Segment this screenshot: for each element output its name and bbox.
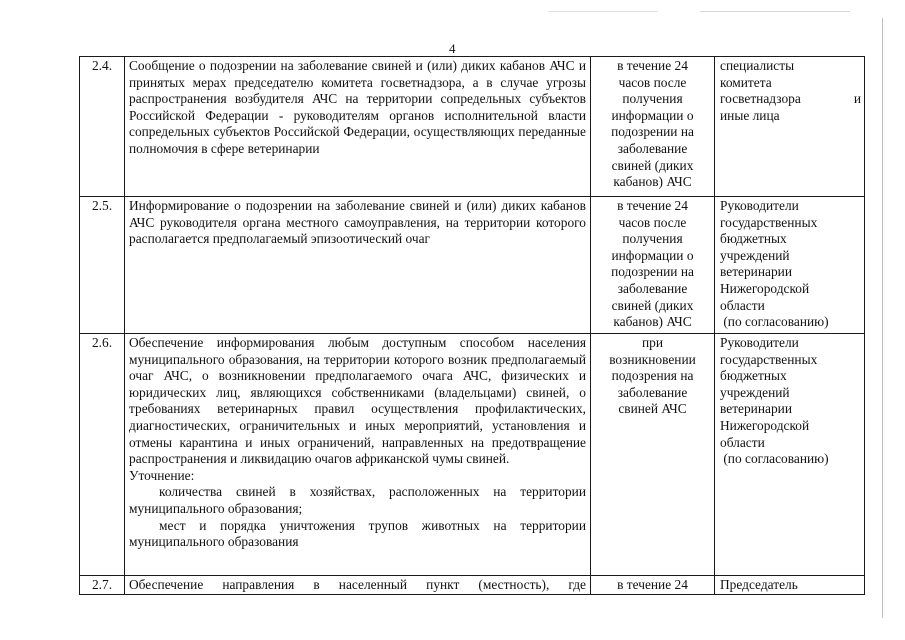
table-row bbox=[80, 197, 865, 334]
scan-artifact-line bbox=[700, 11, 850, 12]
deadline-line: кабанов) АЧС bbox=[613, 314, 692, 330]
deadline-line: заболевание bbox=[617, 280, 688, 296]
measures-table bbox=[79, 56, 865, 595]
responsible-line: области bbox=[720, 434, 765, 450]
responsible-line: Председатель bbox=[720, 577, 798, 592]
responsible-cell bbox=[715, 334, 865, 576]
deadline-line: подозрении на bbox=[611, 124, 694, 140]
deadline-line: свиней (диких bbox=[611, 297, 694, 313]
responsible-line: (по согласованию) bbox=[720, 314, 829, 330]
row-number: 2.6. bbox=[80, 334, 125, 576]
deadline-line: информации о bbox=[611, 247, 694, 263]
responsible-line: специалисты bbox=[720, 58, 795, 73]
deadline-line: при bbox=[641, 335, 664, 350]
measure-description bbox=[125, 57, 591, 197]
responsible-line: бюджетных bbox=[720, 231, 787, 247]
responsible-line: ветеринарии bbox=[720, 401, 792, 417]
responsible-line: учреждений bbox=[720, 247, 790, 263]
deadline-line: заболевание bbox=[617, 384, 688, 400]
responsible-line: государственных bbox=[720, 214, 818, 230]
measure-text: Информирование о подозрении на заболевание свиней и (или) диких кабанов АЧС руководителя органа местного самоуправления, на территории которого располагается предполагаемый эпизоотический очаг bbox=[129, 198, 586, 247]
deadline-cell bbox=[591, 57, 715, 197]
deadline-line: в течение 24 bbox=[617, 198, 688, 213]
responsible-line: комитета bbox=[720, 74, 772, 90]
measure-text: Обеспечение информирования любым доступным способом населения муниципального образования, на территории которого возник предполагаемый очаг АЧС, о возникновении предполагаемого очага АЧС, физических и юридических лиц, являющихся собственниками (владельцами) свиней, о требованиях ветеринарных правил осуществления профилактических, диагностических, ограничительных и иных мероприятий, установления и отмены карантина и иных ограничений, направленных на предотвращение распространения и ликвидацию очагов африканской чумы свиней. bbox=[129, 335, 586, 467]
deadline-line: получения bbox=[622, 91, 683, 107]
deadline-line: подозрения на bbox=[611, 368, 694, 384]
responsible-line: Руководители bbox=[720, 198, 799, 213]
deadline-line: в течение 24 bbox=[617, 577, 688, 592]
responsible-line: Нижегородской bbox=[720, 280, 810, 296]
deadline-line: кабанов) АЧС bbox=[613, 174, 692, 190]
clarification-item bbox=[129, 484, 586, 517]
responsible-line: иные лица bbox=[720, 107, 780, 123]
row-number: 2.4. bbox=[80, 57, 125, 197]
measure-description bbox=[125, 334, 591, 576]
scan-artifact-line bbox=[548, 11, 658, 12]
responsible-cell bbox=[715, 197, 865, 334]
deadline-cell bbox=[591, 197, 715, 334]
row-number: 2.7. bbox=[80, 576, 125, 595]
responsible-line: бюджетных bbox=[720, 368, 787, 384]
clarification-item bbox=[129, 518, 586, 551]
responsible-line: ветеринарии bbox=[720, 264, 792, 280]
responsible-line: Руководители bbox=[720, 335, 799, 350]
row-number: 2.5. bbox=[80, 197, 125, 334]
responsible-line: (по согласованию) bbox=[720, 451, 829, 467]
responsible-line: государственных bbox=[720, 351, 818, 367]
responsible-line: учреждений bbox=[720, 384, 790, 400]
deadline-cell bbox=[591, 576, 715, 595]
deadline-line: свиней АЧС bbox=[618, 401, 687, 417]
deadline-line: заболевание bbox=[617, 140, 688, 156]
responsible-cell bbox=[715, 57, 865, 197]
measure-description bbox=[125, 197, 591, 334]
table-row bbox=[80, 57, 865, 197]
responsible-line: госветнадзора и bbox=[720, 91, 861, 107]
page-number: 4 bbox=[449, 41, 456, 56]
deadline-cell bbox=[591, 334, 715, 576]
clarification-text: мест и порядка уничтожения трупов животных на территории муниципального образования bbox=[129, 517, 586, 550]
deadline-line: информации о bbox=[611, 107, 694, 123]
table-row bbox=[80, 334, 865, 576]
deadline-line: часов после bbox=[618, 74, 687, 90]
measure-text: Сообщение о подозрении на заболевание свиней и (или) диких кабанов АЧС и принятых мерах председателю комитета госветнадзора, а в случае угрозы распространения возбудителя АЧС на территории сопредельных субъектов Российской Федерации - руководителям органов исполнительной власти сопредельных субъектов Российской Федерации, осуществляющих переданные полномочия в сфере ветеринарии bbox=[129, 58, 586, 156]
table-row bbox=[80, 576, 865, 595]
clarification-label: Уточнение: bbox=[129, 467, 195, 483]
measure-description bbox=[125, 576, 591, 595]
responsible-line: области bbox=[720, 297, 765, 313]
measure-text: Обеспечение направления в населенный пункт (местность), где bbox=[129, 577, 586, 592]
deadline-line: возникновении bbox=[609, 351, 696, 367]
responsible-cell bbox=[715, 576, 865, 595]
deadline-line: в течение 24 bbox=[617, 58, 688, 73]
deadline-line: подозрении на bbox=[611, 264, 694, 280]
deadline-line: часов после bbox=[618, 214, 687, 230]
deadline-line: получения bbox=[622, 231, 683, 247]
clarification-text: количества свиней в хозяйствах, расположенных на территории муниципального образования; bbox=[129, 484, 586, 516]
scan-artifact-line bbox=[882, 18, 883, 618]
deadline-line: свиней (диких bbox=[611, 157, 694, 173]
responsible-line: Нижегородской bbox=[720, 417, 810, 433]
